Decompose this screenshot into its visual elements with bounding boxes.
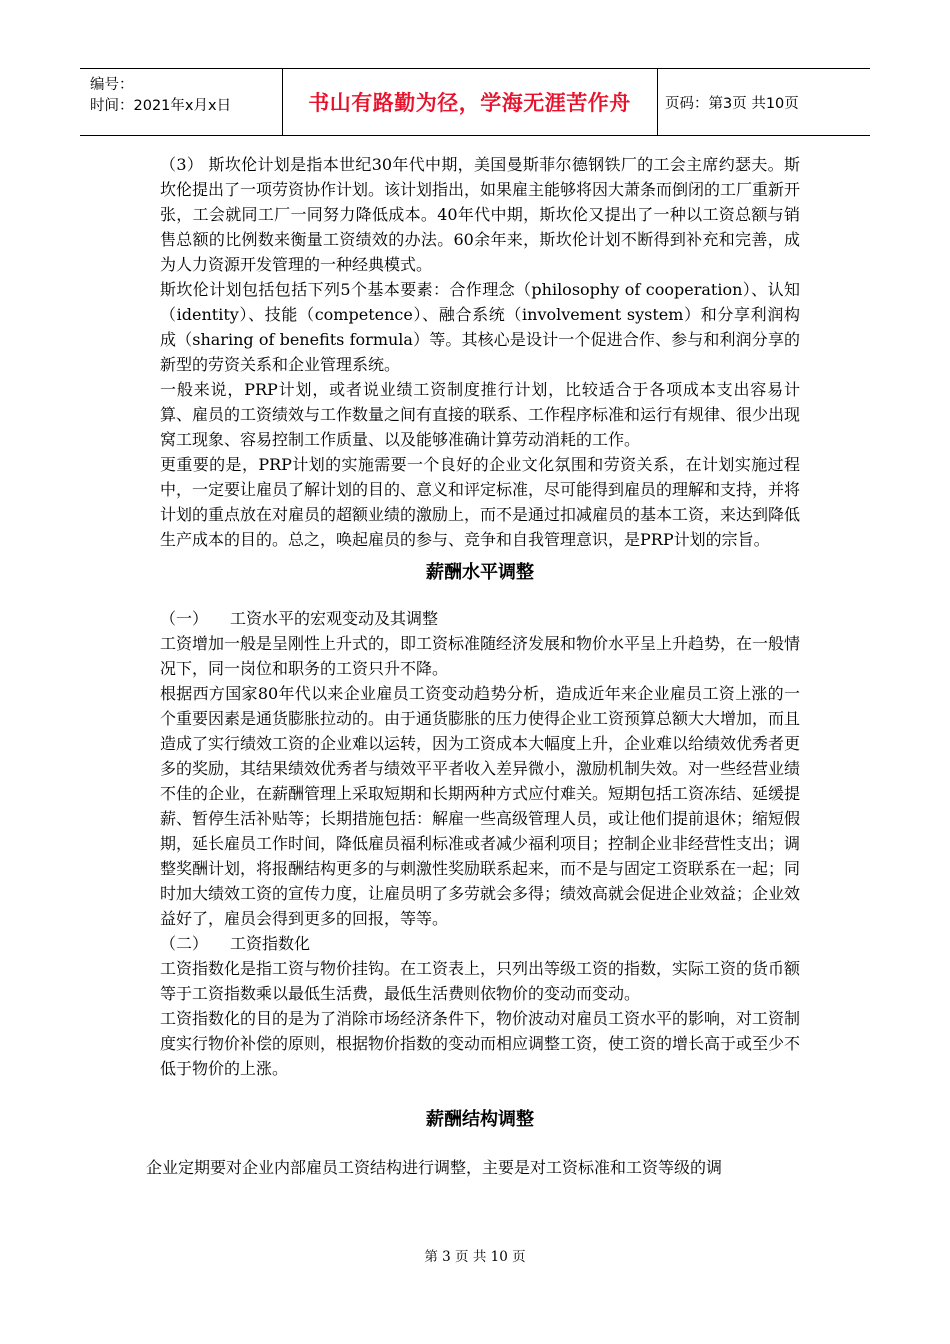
header-page-info: 页码：第3页 共10页 [665,95,799,112]
subsection-number: （一） [160,609,209,628]
subsection-heading-indexation [160,931,800,956]
section-heading-structure: 薪酬结构调整 [426,1109,534,1130]
paragraph-prp-suitability: 一般来说，PRP计划，或者说业绩工资制度推行计划，比较适合于各项成本支出容易计算、雇员的工资绩效与工作数量之间有直接的联系、工作程序标准和运行有规律、很少出现窝工现象、容易控制工作质量、以及能够准确计算劳动消耗的工作。 [160,380,801,449]
paragraph-wage-rise: 工资增加一般是呈刚性上升式的，即工资标准随经济发展和物价水平呈上升趋势，在一般情况下，同一岗位和职务的工资只升不降。 [160,634,801,678]
subsection-heading-macro [160,606,800,631]
subsection-title: 工资水平的宏观变动及其调整 [230,609,439,628]
header-meta [80,69,282,135]
section-heading-level: 薪酬水平调整 [426,562,534,583]
header-motto: 书山有路勤为径，学海无涯苦作舟 [308,91,631,115]
paragraph-scanlon-elements: 斯坎伦计划包括包括下列5个基本要素：合作理念（philosophy of cooperation）、认知（identity）、技能（competence）、融合系统（involvement system）和分享利润构成（sharing of benefits formula）等。其核心是设计一个促进合作、参与和利润分享的新型的劳资关系和企业管理系统。 [160,280,800,374]
date-line: 时间：2021年x月x日 [90,98,232,114]
number-label: 编号： [90,77,134,93]
paragraph-western-trend: 根据西方国家80年代以来企业雇员工资变动趋势分析，造成近年来企业雇员工资上涨的一个重要因素是通货膨胀拉动的。由于通货膨胀的压力使得企业工资预算总额大大增加，而且造成了实行绩效工资的企业难以运转，因为工资成本大幅度上升，企业难以给绩效优秀者更多的奖励，其结果绩效优秀者与绩效平平者收入差异微小，激励机制失效。对一些经营业绩不佳的企业，在薪酬管理上采取短期和长期两种方式应付难关。短期包括工资冻结、延缓提薪、暂停生活补贴等；长期措施包括：解雇一些高级管理人员，或让他们提前退休；缩短假期，延长雇员工作时间，降低雇员福利标准或者减少福利项目；控制企业非经营性支出；调整奖酬计划，将报酬结构更多的与刺激性奖励联系起来，而不是与固定工资联系在一起；同时加大绩效工资的宣传力度，让雇员明了多劳就会多得；绩效高就会促进企业效益；企业效益好了，雇员会得到更多的回报，等等。 [160,684,801,928]
paragraph-indexation-definition: 工资指数化是指工资与物价挂钩。在工资表上，只列出等级工资的指数，实际工资的货币额等于工资指数乘以最低生活费，最低生活费则依物价的变动而变动。 [160,959,801,1003]
subsection-number: （二） [160,934,209,953]
paragraph-structure: 企业定期要对企业内部雇员工资结构进行调整，主要是对工资标准和工资等级的调 [146,1158,723,1177]
paragraph-scanlon-intro: （3） 斯坎伦计划是指本世纪30年代中期，美国曼斯菲尔德钢铁厂的工会主席约瑟夫。斯坎伦提出了一项劳资协作计划。该计划指出，如果雇主能够将因大萧条而倒闭的工厂重新开张，工会就同工厂一同努力降低成本。40年代中期，斯坎伦又提出了一种以工资总额与销售总额的比例数来衡量工资绩效的办法。60余年来，斯坎伦计划不断得到补充和完善，成为人力资源开发管理的一种经典模式。 [160,155,801,274]
paragraph-indexation-purpose: 工资指数化的目的是为了消除市场经济条件下，物价波动对雇员工资水平的影响，对工资制度实行物价补偿的原则，根据物价指数的变动而相应调整工资，使工资的增长高于或至少不低于物价的上涨。 [160,1009,801,1078]
document-body [146,152,801,1180]
subsection-title: 工资指数化 [230,934,311,953]
document-header [80,68,870,136]
page-footer: 第 3 页 共 10 页 [424,1249,526,1265]
paragraph-prp-importance: 更重要的是，PRP计划的实施需要一个良好的企业文化氛围和劳资关系，在计划实施过程中，一定要让雇员了解计划的目的、意义和评定标准，尽可能得到雇员的理解和支持，并将计划的重点放在对雇员的超额业绩的激励上，而不是通过扣减雇员的基本工资，来达到降低生产成本的目的。总之，唤起雇员的参与、竞争和自我管理意识，是PRP计划的宗旨。 [160,455,801,549]
